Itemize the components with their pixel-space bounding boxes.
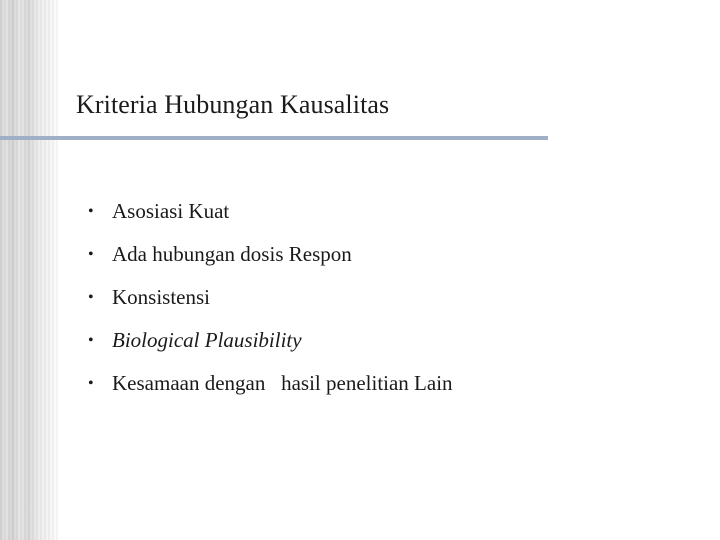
bullet-item-dosis-respon (88, 233, 453, 276)
bullet-dot: • (88, 374, 94, 392)
bullet-item-kesamaan-hasil (88, 362, 453, 405)
bullet-text: Konsistensi (112, 285, 211, 309)
bullet-text: Ada hubungan dosis Respon (112, 242, 352, 266)
bullet-item-biological-plausibility (88, 319, 453, 362)
bullet-text: Kesamaan dengan hasil penelitian Lain (112, 371, 453, 395)
bullet-dot: • (88, 288, 94, 306)
left-decorative-band (0, 0, 58, 540)
bullet-list (88, 190, 453, 405)
bullet-dot: • (88, 202, 94, 220)
slide-title: Kriteria Hubungan Kausalitas (76, 90, 390, 119)
bullet-text: Biological Plausibility (112, 328, 302, 352)
bullet-dot: • (88, 245, 94, 263)
bullet-dot: • (88, 331, 94, 349)
bullet-item-konsistensi (88, 276, 453, 319)
title-underline-rule (0, 136, 548, 140)
bullet-text: Asosiasi Kuat (112, 199, 230, 223)
bullet-item-asosiasi-kuat (88, 190, 453, 233)
